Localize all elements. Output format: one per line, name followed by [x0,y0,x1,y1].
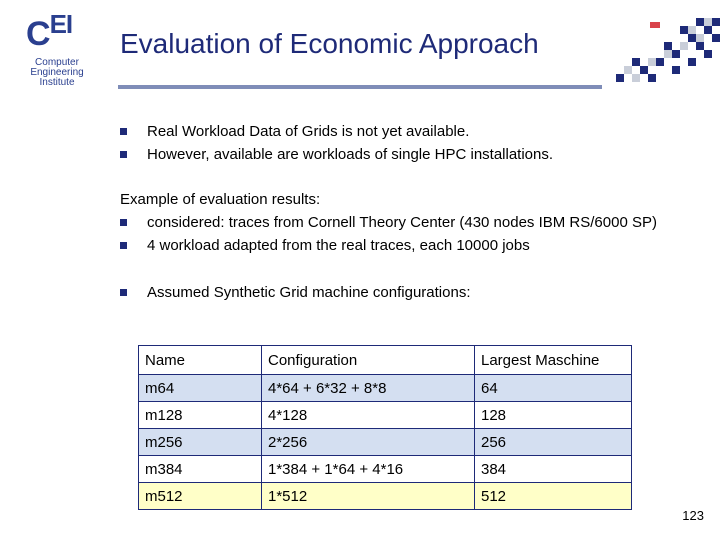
bullet-square-icon [120,128,127,135]
bullet-text: considered: traces from Cornell Theory Center (430 nodes IBM RS/6000 SP) [147,214,657,231]
assumed-section [120,281,471,304]
table-cell: 128 [475,402,632,429]
machine-config-table [138,345,632,510]
list-item [120,120,553,143]
table-row [139,456,632,483]
table-cell: m256 [139,429,262,456]
logo-line-3: Institute [39,77,75,88]
bullet-square-icon [120,289,127,296]
table-cell: m64 [139,375,262,402]
example-section [120,188,657,257]
table-cell: 4*64 + 6*32 + 8*8 [262,375,475,402]
list-item [120,211,657,234]
table-row [139,402,632,429]
table-header-row [139,346,632,375]
bullet-text: However, available are workloads of single HPC installations. [147,146,554,163]
logo-line-2: Engineering [30,67,84,78]
logo-mark: $C^{EI}$ [26,9,73,53]
list-item [120,234,657,257]
decorative-checker-pattern [612,18,720,96]
table-cell: m128 [139,402,262,429]
intro-bullets [120,120,553,166]
table-cell: 2*256 [262,429,475,456]
table-cell: 64 [475,375,632,402]
list-item [120,281,471,304]
table-cell: 256 [475,429,632,456]
table-cell: m512 [139,483,262,510]
bullet-text: 4 workload adapted from the real traces, each 10000 jobs [147,237,530,254]
column-header: Name [139,346,262,375]
table-cell: 1*512 [262,483,475,510]
table-row [139,429,632,456]
logo-line-1: Computer [35,57,79,68]
bullet-square-icon [120,219,127,226]
table-cell: 4*128 [262,402,475,429]
bullet-text: Real Workload Data of Grids is not yet available. [147,123,470,140]
table-cell: 512 [475,483,632,510]
title-underline [118,85,602,89]
page-number: 123 [682,508,704,523]
bullet-square-icon [120,151,127,158]
list-item [120,143,553,166]
bullet-text: Assumed Synthetic Grid machine configurations: [147,284,471,301]
example-heading: Example of evaluation results: [120,191,321,208]
table-cell: 1*384 + 1*64 + 4*16 [262,456,475,483]
logo-text [22,58,92,88]
table-row [139,483,632,510]
table-row [139,375,632,402]
slide-title: Evaluation of Economic Approach [120,28,539,59]
column-header: Largest Maschine [475,346,632,375]
column-header: Configuration [262,346,475,375]
cei-logo [22,10,94,92]
table-cell: m384 [139,456,262,483]
table-cell: 384 [475,456,632,483]
bullet-square-icon [120,242,127,249]
